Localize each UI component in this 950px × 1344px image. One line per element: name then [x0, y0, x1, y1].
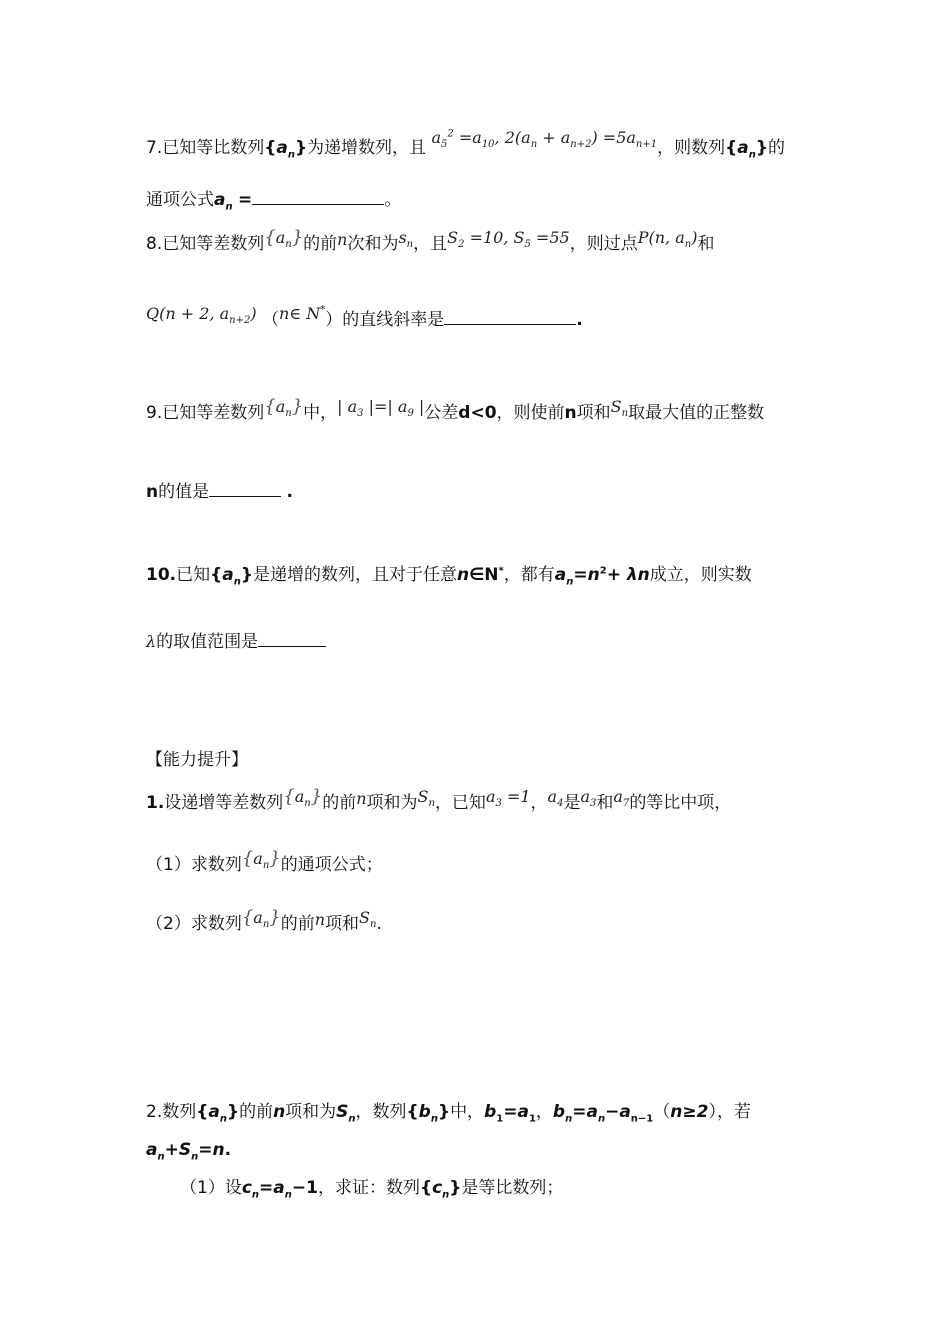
q9-line2: n的值是 .	[146, 482, 293, 502]
section-title: 【能力提升】	[146, 750, 248, 770]
answer-blank	[444, 308, 576, 325]
q7-condition-formula: $a_5^2 =a_{10}$, $2(a_n + a_{n+2}) =5a_{n+1}$	[431, 128, 658, 151]
q7-line2: 通项公式$a_n$ = 。	[146, 190, 402, 213]
p2-line1: 2.数列$\{a_n\}$的前n项和为$S_n$，数列$\{b_n\}$中，$b_1=a_1$，$b_n=a_n-a_{n-1}(n\ge 2)$，若	[146, 1102, 751, 1125]
q8-line2: Q(n + 2, $a_{n+2}$) （n∈ N*）的直线斜率是 .	[146, 304, 583, 330]
q10-line1: 10.已知$\{a_n\}$是递增的数列，且对于任意n∈N*，都有$a_n=n^2+ \lambda n$成立，则实数	[146, 565, 752, 588]
answer-blank	[258, 630, 326, 647]
p1-sub1: （1）求数列$\{a_n\}$的通项公式；	[146, 848, 383, 875]
answer-blank	[252, 188, 384, 205]
p2-sub1: （1）设$c_n=a_n-1$，求证：数列$\{c_n\}$是等比数列；	[180, 1178, 564, 1201]
q8-line1: 8.已知等差数列$\{a_n\}$的前n次和为$s_n$，且$S_2 =10$, $S_5 =55$，则过点P(n, $a_n$)和	[146, 227, 715, 254]
q9-line1: 9.已知等差数列$\{a_n\}$中，| $a_3$ |=| $a_9$ |公差d<0，则使前n项和$S_n$取最大值的正整数	[146, 396, 765, 423]
p1-line1: 1.设递增等差数列$\{a_n\}$的前n项和为$S_n$，已知$a_3 =1$，$a_4$是$a_3$和$a_7$的等比中项，	[146, 786, 732, 813]
q7-line1: 7.已知等比数列$\{a_n\}$为递增数列，且 $a_5^2 =a_{10}$, $2(a_n + a_{n+2}) =5a_{n+1}$，则数列$\{a_n\}$的	[146, 128, 785, 161]
p2-line2: $a_n+S_n=n$.	[146, 1140, 232, 1163]
q10-line2: λ的取值范围是	[146, 630, 326, 654]
answer-blank	[209, 480, 281, 497]
p1-sub2: （2）求数列$\{a_n\}$的前n项和$S_n$.	[146, 907, 382, 934]
